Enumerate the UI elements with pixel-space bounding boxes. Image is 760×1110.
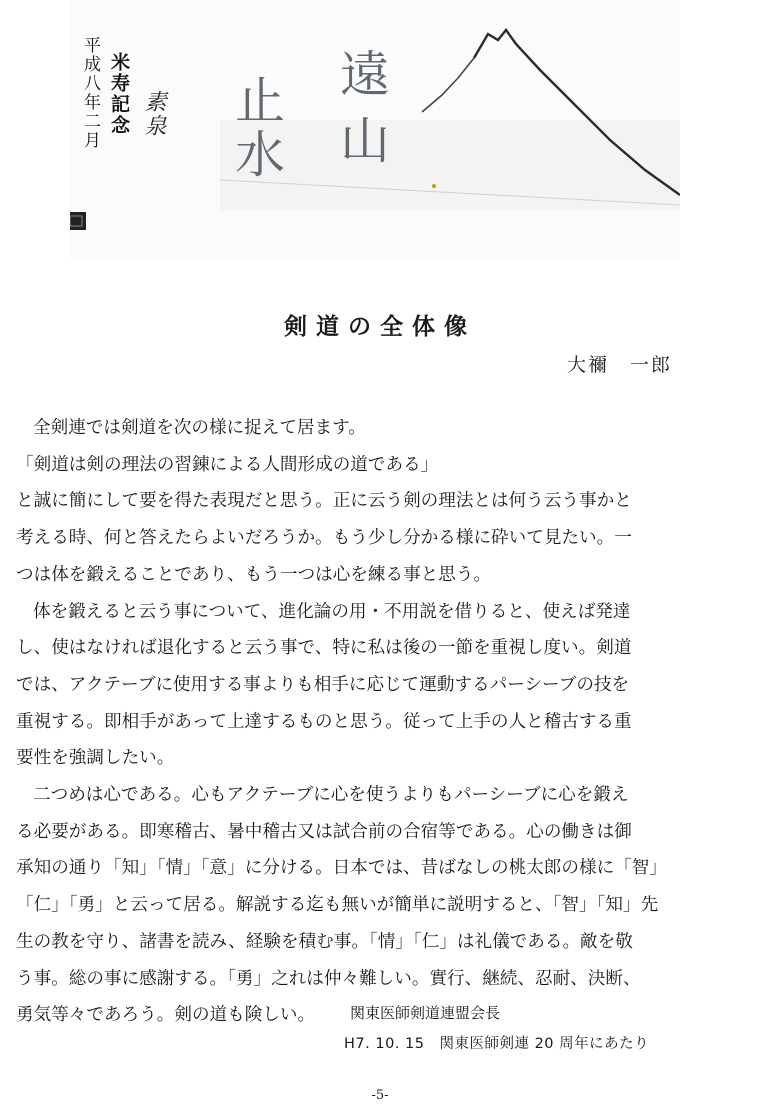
body-line: 考える時、何と答えたらよいだろうか。もう少し分かる様に砕いて見たい。一 xyxy=(16,528,632,549)
poem-char-3: 止 xyxy=(235,72,285,130)
body-line: 重視する。即相手があって上達するものと思う。従って上手の人と稽古する重 xyxy=(16,711,632,732)
occasion-note: H7. 10. 15 関東医師剣連 20 周年にあたり xyxy=(344,1036,650,1052)
body-line: 承知の通り「知」「情」「意」に分ける。日本では、昔ばなしの桃太郎の様に「智」 xyxy=(16,858,667,879)
poem-char-4: 水 xyxy=(235,126,285,184)
body-line: では、アクテーブに使用する事よりも相手に応じて運動するパーシーブの技を xyxy=(16,674,630,695)
body-line: 生の教を守り、諸書を読み、経験を積む事。「情」「仁」は礼儀である。敵を敬 xyxy=(16,931,633,952)
author-affiliation: 関東医師剣道連盟会長 xyxy=(350,1004,501,1022)
seal-stamp xyxy=(70,212,86,230)
body-line: 体を鍛えると云う事について、進化論の用・不用説を借りると、使えば発達 xyxy=(33,601,631,622)
body-line: 二つめは心である。心もアクテーブに心を使うよりもパーシーブに心を鍛え xyxy=(33,785,629,806)
body-line: う事。総の事に感謝する。「勇」之れは仲々難しい。實行、継続、忍耐、決断、 xyxy=(16,968,641,989)
article-body xyxy=(16,410,668,1034)
body-line: 勇気等々であろう。剣の道も険しい。 xyxy=(16,1005,316,1026)
inscription-date: 平成八年二月 xyxy=(80,36,100,150)
poem-char-1: 遠 xyxy=(340,46,390,104)
body-line: 「剣道は剣の理法の習錬による人間形成の道である」 xyxy=(16,454,439,475)
body-line: つは体を鍛えることであり、もう一つは心を練る事と思う。 xyxy=(16,564,492,585)
page-number: -5- xyxy=(371,1088,389,1103)
body-line: る必要がある。即寒稽古、暑中稽古又は試合前の合宿等である。心の働きは御 xyxy=(16,821,632,842)
body-line: 全剣連では剣道を次の様に捉えて居ます。 xyxy=(33,418,366,438)
poem-char-2: 山 xyxy=(340,112,390,170)
body-line: 要性を強調したい。 xyxy=(16,748,175,769)
body-line: し、使はなければ退化すると云う事で、特に私は後の一節を重視し度い。剣道 xyxy=(16,638,632,659)
article-author: 大禰 一郎 xyxy=(566,354,672,376)
artist-signature: 素泉 xyxy=(141,90,166,138)
body-line: と誠に簡にして要を得た表現だと思う。正に云う剣の理法とは何う云う事かと xyxy=(16,491,632,512)
body-line: 「仁」「勇」と云って居る。解説する迄も無いが簡単に説明すると、「智」「知」先 xyxy=(16,895,659,916)
inscription-occasion: 米寿記念 xyxy=(108,52,130,136)
article-title: 剣道の全体像 xyxy=(284,314,476,340)
